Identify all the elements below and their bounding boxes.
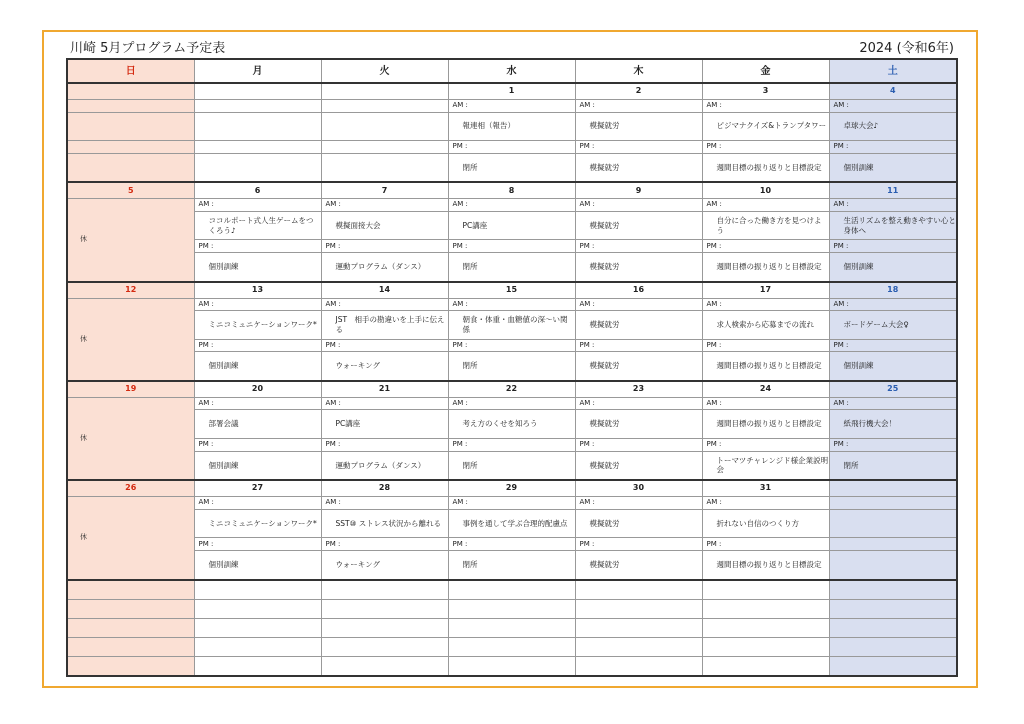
date-cell [67, 83, 194, 99]
weekday-wed: 水 [448, 59, 575, 83]
pm-label: PM : [702, 141, 829, 154]
empty-cell [321, 599, 448, 618]
am-label: AM : [448, 298, 575, 311]
date-row [67, 83, 957, 99]
pm-activity: 週間目標の振り返りと目標設定 [702, 352, 829, 381]
empty-cell [448, 637, 575, 656]
pm-activity [321, 153, 448, 182]
date-cell: 12 [67, 282, 194, 298]
date-cell: 25 [829, 381, 957, 397]
pm-label-row [67, 141, 957, 154]
pm-label: PM : [702, 339, 829, 352]
pm-activity: 運動プログラム（ダンス） [321, 253, 448, 282]
am-label-row [67, 497, 957, 510]
pm-activity: 閉所 [448, 451, 575, 480]
date-cell: 13 [194, 282, 321, 298]
holiday-cell: 休 [67, 199, 194, 282]
empty-cell [829, 618, 957, 637]
year-label: 2024 (令和6年) [859, 41, 954, 56]
am-activity: 折れない自信のつくり方 [702, 509, 829, 538]
pm-activity: 閉所 [448, 153, 575, 182]
am-label: AM : [448, 199, 575, 212]
empty-cell [67, 580, 194, 600]
empty-cell [829, 656, 957, 676]
date-row [67, 480, 957, 496]
am-label: AM : [194, 497, 321, 510]
date-cell: 20 [194, 381, 321, 397]
am-label: AM : [702, 497, 829, 510]
weekday-mon: 月 [194, 59, 321, 83]
am-activity: 週間目標の振り返りと目標設定 [702, 410, 829, 439]
date-row [67, 182, 957, 198]
am-activity [829, 509, 957, 538]
pm-activity: 模擬就労 [575, 352, 702, 381]
empty-cell [702, 637, 829, 656]
holiday-cell: 休 [67, 298, 194, 381]
am-activity: PC講座 [321, 410, 448, 439]
empty-cell [575, 618, 702, 637]
date-cell [321, 83, 448, 99]
am-activity [321, 112, 448, 141]
pm-label: PM : [194, 439, 321, 452]
weekday-thu: 木 [575, 59, 702, 83]
date-cell: 15 [448, 282, 575, 298]
pm-activity-row [67, 451, 957, 480]
empty-cell [575, 656, 702, 676]
pm-label-row [67, 240, 957, 253]
pm-activity: 個別訓練 [194, 451, 321, 480]
pm-activity [67, 153, 194, 182]
date-cell: 6 [194, 182, 321, 198]
pm-label-row [67, 339, 957, 352]
empty-cell [448, 599, 575, 618]
pm-label-row [67, 538, 957, 551]
am-label: AM : [321, 199, 448, 212]
date-cell: 28 [321, 480, 448, 496]
am-activity: 模擬就労 [575, 410, 702, 439]
date-cell: 2 [575, 83, 702, 99]
empty-cell [448, 656, 575, 676]
am-activity: 事例を通して学ぶ合理的配慮点 [448, 509, 575, 538]
empty-row [67, 599, 957, 618]
am-label-row [67, 397, 957, 410]
empty-cell [67, 656, 194, 676]
empty-cell [194, 599, 321, 618]
am-label: AM : [448, 99, 575, 112]
empty-cell [829, 637, 957, 656]
am-activity: ミニコミュニケーションワーク* [194, 311, 321, 340]
holiday-cell: 休 [67, 497, 194, 580]
pm-activity: 運動プログラム（ダンス） [321, 451, 448, 480]
pm-activity-row [67, 153, 957, 182]
am-label [321, 99, 448, 112]
am-activity [67, 112, 194, 141]
pm-label: PM : [702, 240, 829, 253]
weekday-sun: 日 [67, 59, 194, 83]
pm-label [67, 141, 194, 154]
pm-label: PM : [321, 538, 448, 551]
am-activity: SST⑩ ストレス状況から離れる [321, 509, 448, 538]
date-cell: 29 [448, 480, 575, 496]
pm-label: PM : [321, 240, 448, 253]
date-cell: 10 [702, 182, 829, 198]
empty-cell [448, 618, 575, 637]
empty-cell [194, 637, 321, 656]
am-activity: ココルポート式人生ゲームをつくろう♪ [194, 211, 321, 240]
empty-row [67, 637, 957, 656]
pm-activity: 閉所 [448, 551, 575, 580]
pm-activity: 模擬就労 [575, 451, 702, 480]
date-cell: 14 [321, 282, 448, 298]
am-activity: 模擬就労 [575, 211, 702, 240]
pm-label [829, 538, 957, 551]
am-activity: JST 相手の勘違いを上手に伝える [321, 311, 448, 340]
pm-activity [829, 551, 957, 580]
pm-activity [194, 153, 321, 182]
empty-cell [575, 599, 702, 618]
empty-cell [67, 618, 194, 637]
date-cell [194, 83, 321, 99]
am-activity: ボードゲーム大会♀ [829, 311, 957, 340]
empty-cell [702, 599, 829, 618]
pm-label: PM : [448, 141, 575, 154]
pm-label: PM : [321, 339, 448, 352]
date-cell: 30 [575, 480, 702, 496]
holiday-cell: 休 [67, 397, 194, 480]
empty-cell [448, 580, 575, 600]
empty-row [67, 580, 957, 600]
date-cell: 27 [194, 480, 321, 496]
empty-row [67, 656, 957, 676]
am-label: AM : [448, 397, 575, 410]
pm-activity: 週間目標の振り返りと目標設定 [702, 153, 829, 182]
empty-cell [575, 637, 702, 656]
am-activity: 模擬就労 [575, 311, 702, 340]
page-title: 川崎 5月プログラム予定表 [70, 41, 226, 56]
pm-label [194, 141, 321, 154]
pm-label: PM : [829, 240, 957, 253]
am-activity: PC講座 [448, 211, 575, 240]
pm-activity: 個別訓練 [829, 253, 957, 282]
am-activity: 生活リズムを整え動きやすい心と身体へ [829, 211, 957, 240]
am-label: AM : [829, 199, 957, 212]
empty-cell [321, 580, 448, 600]
date-cell: 1 [448, 83, 575, 99]
pm-activity: 個別訓練 [829, 352, 957, 381]
am-label-row [67, 298, 957, 311]
am-label-row [67, 199, 957, 212]
pm-activity: 閉所 [448, 352, 575, 381]
empty-cell [194, 580, 321, 600]
date-cell [829, 480, 957, 496]
date-cell: 8 [448, 182, 575, 198]
am-activity [194, 112, 321, 141]
pm-label: PM : [448, 339, 575, 352]
am-activity: 朝食・体重・血糖値の深～い関係 [448, 311, 575, 340]
am-label: AM : [575, 99, 702, 112]
am-label: AM : [575, 497, 702, 510]
am-activity: 模擬面接大会 [321, 211, 448, 240]
pm-activity: 個別訓練 [194, 352, 321, 381]
pm-label: PM : [448, 240, 575, 253]
pm-label: PM : [194, 339, 321, 352]
am-activity: 卓球大会♪ [829, 112, 957, 141]
am-activity-row [67, 211, 957, 240]
date-cell: 18 [829, 282, 957, 298]
am-label: AM : [194, 199, 321, 212]
am-activity-row [67, 311, 957, 340]
pm-activity: 個別訓練 [829, 153, 957, 182]
pm-label: PM : [575, 240, 702, 253]
date-cell: 22 [448, 381, 575, 397]
date-row [67, 381, 957, 397]
date-row [67, 282, 957, 298]
pm-label: PM : [702, 439, 829, 452]
date-cell: 16 [575, 282, 702, 298]
weekday-fri: 金 [702, 59, 829, 83]
pm-label [321, 141, 448, 154]
pm-label: PM : [194, 240, 321, 253]
am-label: AM : [321, 397, 448, 410]
am-label: AM : [702, 397, 829, 410]
am-label: AM : [575, 397, 702, 410]
am-activity: 考え方のくせを知ろう [448, 410, 575, 439]
pm-activity: 模擬就労 [575, 551, 702, 580]
date-cell: 7 [321, 182, 448, 198]
date-cell: 11 [829, 182, 957, 198]
date-cell: 21 [321, 381, 448, 397]
am-activity: 部署会議 [194, 410, 321, 439]
pm-activity: 模擬就労 [575, 253, 702, 282]
empty-cell [702, 656, 829, 676]
pm-activity-row [67, 352, 957, 381]
pm-activity: 閉所 [829, 451, 957, 480]
am-label: AM : [702, 199, 829, 212]
weekday-header-row [67, 59, 957, 83]
empty-cell [829, 580, 957, 600]
am-activity: ミニコミュニケーションワーク* [194, 509, 321, 538]
date-cell: 26 [67, 480, 194, 496]
empty-row [67, 618, 957, 637]
am-label: AM : [575, 199, 702, 212]
am-label: AM : [194, 397, 321, 410]
pm-label: PM : [575, 339, 702, 352]
am-activity: 紙飛行機大会！ [829, 410, 957, 439]
empty-cell [702, 580, 829, 600]
am-activity: 報連相（報告） [448, 112, 575, 141]
date-cell: 31 [702, 480, 829, 496]
am-label: AM : [321, 497, 448, 510]
am-label: AM : [702, 99, 829, 112]
date-cell: 23 [575, 381, 702, 397]
am-label [829, 497, 957, 510]
pm-label: PM : [448, 439, 575, 452]
pm-label: PM : [575, 141, 702, 154]
pm-activity: 週間目標の振り返りと目標設定 [702, 253, 829, 282]
am-activity: 模擬就労 [575, 112, 702, 141]
calendar-body [67, 83, 957, 676]
pm-activity: 個別訓練 [194, 551, 321, 580]
date-cell: 9 [575, 182, 702, 198]
pm-activity: 週間目標の振り返りと目標設定 [702, 551, 829, 580]
am-activity: 求人検索から応募までの流れ [702, 311, 829, 340]
pm-activity-row [67, 551, 957, 580]
empty-cell [321, 637, 448, 656]
pm-label: PM : [575, 439, 702, 452]
date-cell: 24 [702, 381, 829, 397]
empty-cell [194, 618, 321, 637]
am-label [67, 99, 194, 112]
pm-label: PM : [829, 439, 957, 452]
empty-cell [67, 637, 194, 656]
am-label: AM : [321, 298, 448, 311]
pm-activity: トーマツチャレンジド様企業説明会 [702, 451, 829, 480]
pm-activity-row [67, 253, 957, 282]
weekday-sat: 土 [829, 59, 957, 83]
pm-label: PM : [575, 538, 702, 551]
pm-label: PM : [829, 141, 957, 154]
am-label: AM : [448, 497, 575, 510]
empty-cell [321, 618, 448, 637]
am-activity-row [67, 410, 957, 439]
empty-cell [321, 656, 448, 676]
weekday-tue: 火 [321, 59, 448, 83]
am-activity: ピジマナクイズ&トランプタワー [702, 112, 829, 141]
date-cell: 5 [67, 182, 194, 198]
am-label [194, 99, 321, 112]
empty-cell [829, 599, 957, 618]
am-label: AM : [829, 99, 957, 112]
am-label: AM : [575, 298, 702, 311]
date-cell: 17 [702, 282, 829, 298]
empty-cell [702, 618, 829, 637]
program-calendar [66, 58, 958, 677]
pm-label: PM : [702, 538, 829, 551]
empty-cell [575, 580, 702, 600]
am-label: AM : [829, 397, 957, 410]
am-label: AM : [702, 298, 829, 311]
pm-activity: ウォーキング [321, 352, 448, 381]
pm-activity: 閉所 [448, 253, 575, 282]
am-label-row [67, 99, 957, 112]
date-cell: 3 [702, 83, 829, 99]
pm-label-row [67, 439, 957, 452]
pm-activity: 個別訓練 [194, 253, 321, 282]
am-activity: 模擬就労 [575, 509, 702, 538]
pm-label: PM : [194, 538, 321, 551]
date-cell: 4 [829, 83, 957, 99]
pm-activity: ウォーキング [321, 551, 448, 580]
pm-label: PM : [448, 538, 575, 551]
pm-label: PM : [321, 439, 448, 452]
date-cell: 19 [67, 381, 194, 397]
am-label: AM : [194, 298, 321, 311]
am-activity-row [67, 112, 957, 141]
pm-label: PM : [829, 339, 957, 352]
am-activity-row [67, 509, 957, 538]
am-activity: 自分に合った働き方を見つけよう [702, 211, 829, 240]
am-label: AM : [829, 298, 957, 311]
empty-cell [194, 656, 321, 676]
empty-cell [67, 599, 194, 618]
pm-activity: 模擬就労 [575, 153, 702, 182]
